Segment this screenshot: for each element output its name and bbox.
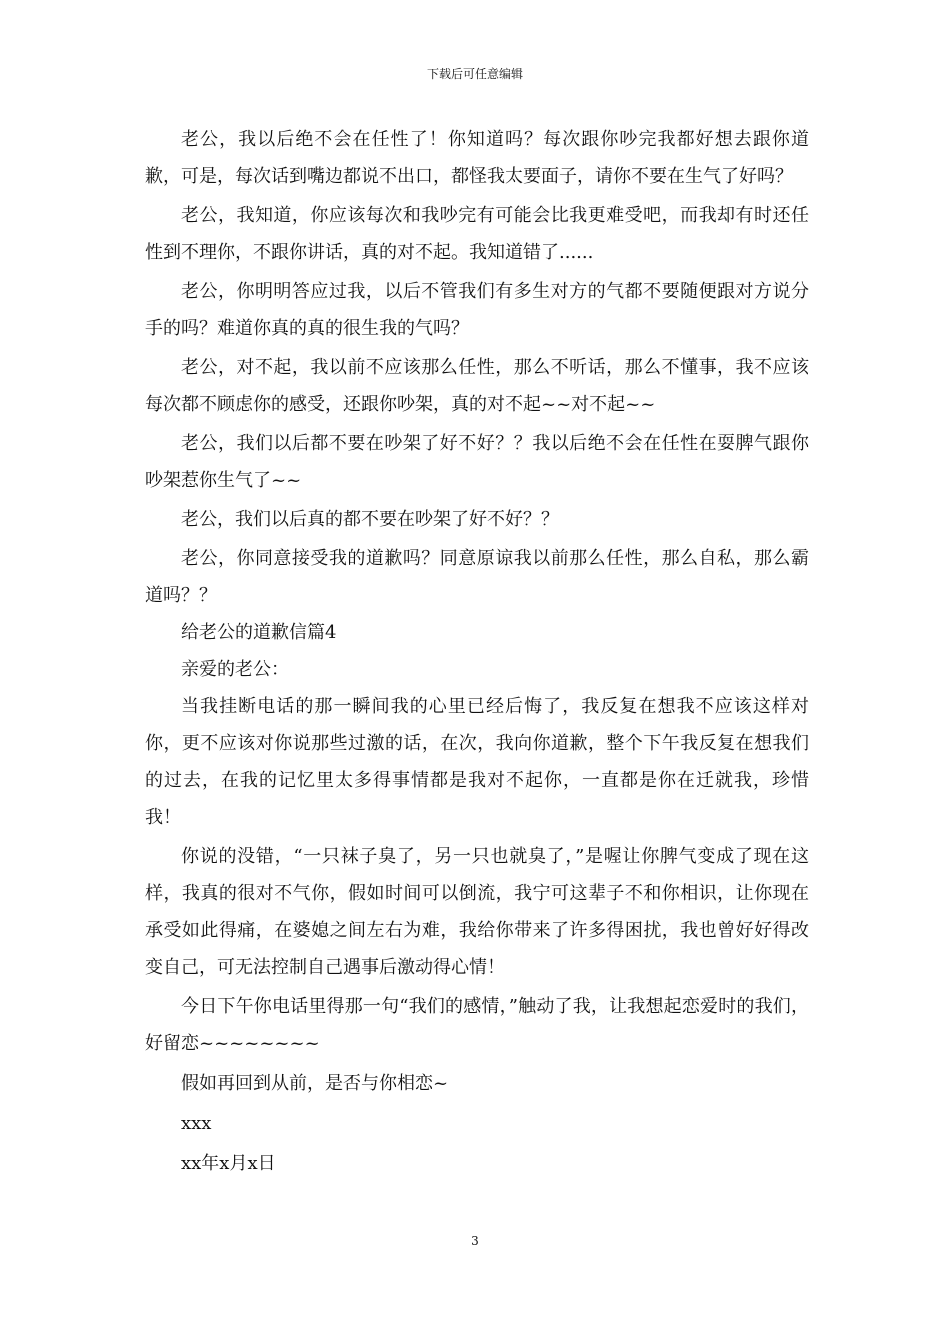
paragraph: 今日下午你电话里得那一句“我们的感情，”触动了我，让我想起恋爱时的我们，好留恋~~~~~~~~	[145, 996, 809, 1054]
document-body	[145, 121, 809, 1182]
signature: xxx	[181, 1113, 212, 1134]
paragraph: 你说的没错，“一只袜子臭了，另一只也就臭了，”是喔让你脾气变成了现在这样，我真的很对不气你，假如时间可以倒流，我宁可这辈子不和你相识，让你现在承受如此得痛，在婆媳之间左右为难，我给你带来了许多得困扰，我也曾好好得改变自己，可无法控制自己遇事后激动得心情！	[145, 846, 809, 978]
paragraph: 老公，我知道，你应该每次和我吵完有可能会比我更难受吧，而我却有时还任性到不理你，不跟你讲话，真的对不起。我知道错了......	[145, 205, 809, 263]
paragraph: 老公，对不起，我以前不应该那么任性，那么不听话，那么不懂事，我不应该每次都不顾虑你的感受，还跟你吵架，真的对不起~~对不起~~	[145, 357, 809, 415]
paragraph: 老公，你同意接受我的道歉吗？同意原谅我以前那么任性，那么自私，那么霸道吗？？	[145, 548, 809, 606]
salutation: 亲爱的老公：	[181, 659, 289, 680]
date-line: xx年x月x日	[181, 1153, 276, 1174]
paragraph: 假如再回到从前，是否与你相恋~	[181, 1073, 449, 1094]
page-header: 下载后可任意编辑	[426, 67, 523, 81]
paragraph: 当我挂断电话的那一瞬间我的心里已经后悔了，我反复在想我不应该这样对你，更不应该对你说那些过激的话，在次，我向你道歉，整个下午我反复在想我们的过去，在我的记忆里太多得事情都是我对不起你，一直都是你在迁就我，珍惜我！	[145, 696, 809, 828]
section-title: 给老公的道歉信篇4	[181, 622, 337, 643]
paragraph: 老公，我以后绝不会在任性了！你知道吗？每次跟你吵完我都好想去跟你道歉，可是，每次话到嘴边都说不出口，都怪我太要面子，请你不要在生气了好吗？	[145, 129, 809, 187]
paragraph: 老公，我们以后都不要在吵架了好不好？？我以后绝不会在任性在耍脾气跟你吵架惹你生气了~~	[145, 433, 809, 491]
paragraph: 老公，我们以后真的都不要在吵架了好不好？？	[181, 509, 559, 530]
page-number: 3	[471, 1234, 479, 1248]
paragraph: 老公，你明明答应过我，以后不管我们有多生对方的气都不要随便跟对方说分手的吗？难道你真的真的很生我的气吗？	[145, 281, 809, 339]
